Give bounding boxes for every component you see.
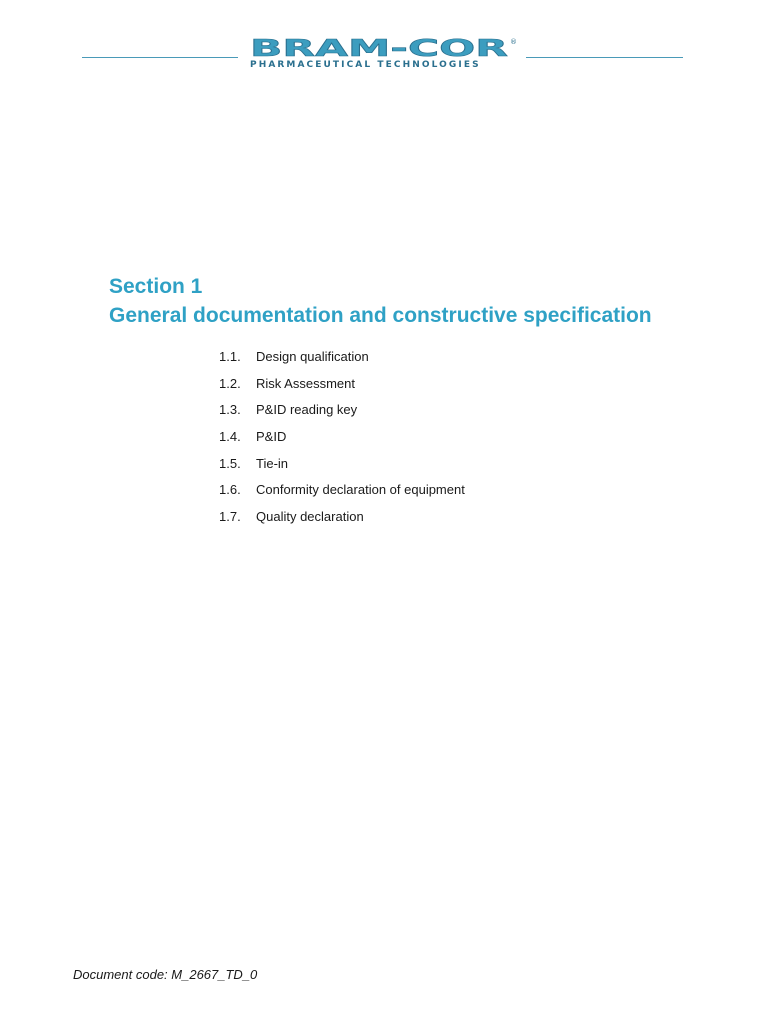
toc-item-label: Conformity declaration of equipment	[256, 482, 465, 498]
toc-item	[219, 508, 465, 535]
section-subtitle: General documentation and constructive specification	[109, 304, 652, 327]
company-logo	[248, 36, 520, 72]
toc-item-number: 1.2.	[219, 375, 241, 391]
table-of-contents	[219, 348, 465, 535]
document-code: Document code: M_2667_TD_0	[73, 967, 258, 982]
toc-item-label: P&ID reading key	[256, 402, 358, 418]
toc-item-number: 1.5.	[219, 455, 241, 471]
toc-item-label: Quality declaration	[256, 509, 364, 525]
toc-item	[219, 455, 465, 482]
logo-registered-mark: ®	[510, 38, 517, 46]
toc-item	[219, 375, 465, 402]
toc-item-number: 1.3.	[219, 402, 241, 418]
toc-item-label: Design qualification	[256, 349, 369, 364]
toc-item-number: 1.7.	[219, 509, 241, 525]
toc-item	[219, 481, 465, 508]
toc-item-number: 1.1.	[219, 349, 241, 364]
page-header	[0, 0, 768, 80]
toc-item-label: Tie-in	[256, 455, 289, 471]
logo-wordmark-text: BRAM-COR	[250, 36, 509, 60]
toc-item	[219, 348, 465, 375]
toc-item-label: Risk Assessment	[256, 375, 355, 391]
toc-item-number: 1.4.	[219, 429, 241, 445]
section-title: Section 1	[109, 275, 203, 298]
logo-wordmark	[248, 36, 520, 60]
logo-tagline: PHARMACEUTICAL TECHNOLOGIES	[250, 60, 481, 70]
section-heading	[109, 272, 749, 330]
toc-item	[219, 401, 465, 428]
toc-item-label: P&ID	[256, 429, 287, 445]
toc-item-number: 1.6.	[219, 482, 241, 498]
header-rule-left	[82, 57, 238, 58]
toc-item	[219, 428, 465, 455]
header-rule-right	[526, 57, 683, 58]
